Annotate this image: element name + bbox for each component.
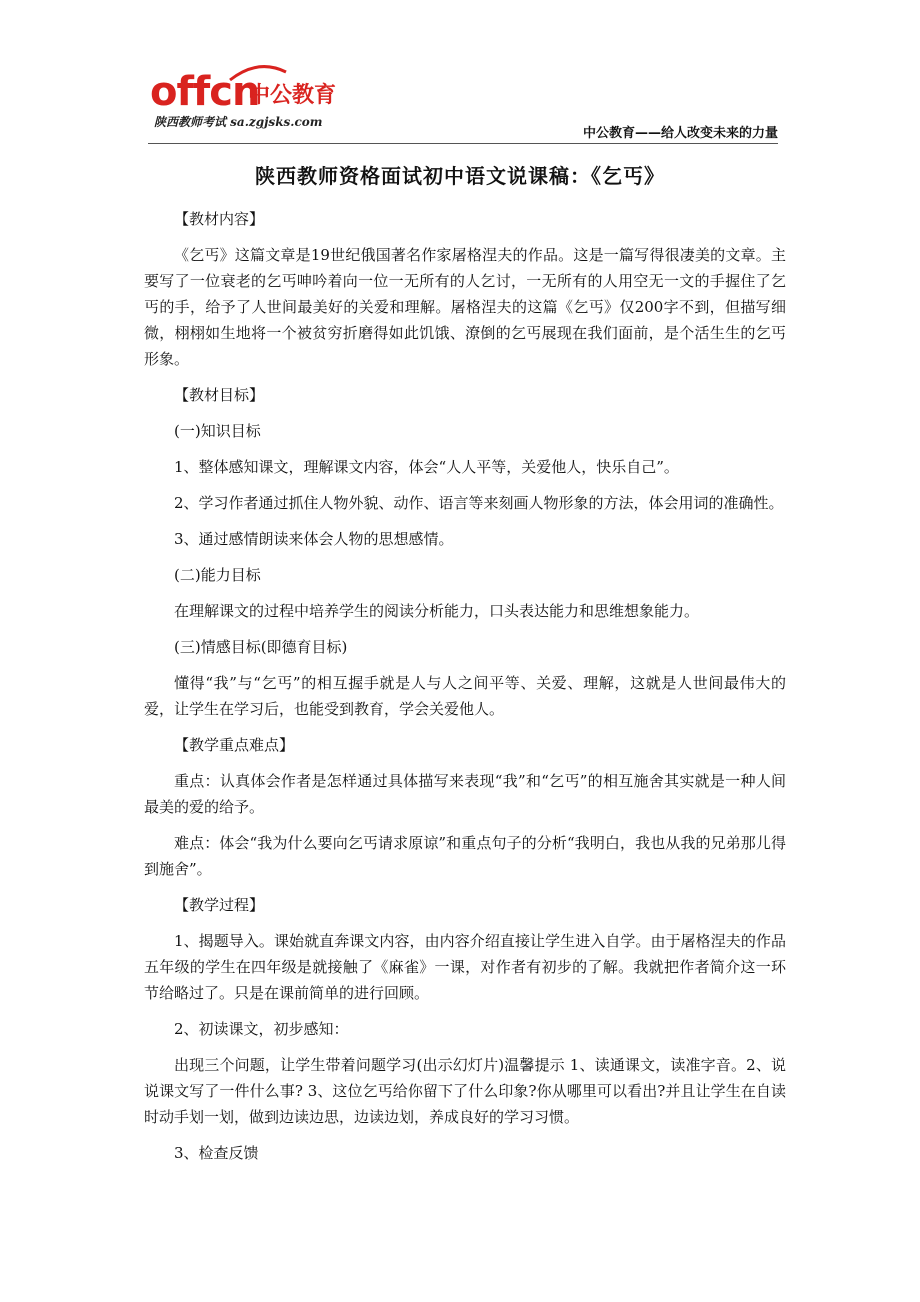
- paragraph: 难点：体会“我为什么要向乞丐请求原谅”和重点句子的分析“我明白，我也从我的兄弟那儿得到施舍”。: [144, 834, 786, 878]
- paragraph: 重点：认真体会作者是怎样通过具体描写来表现“我”和“乞丐”的相互施舍其实就是一种人间最美的爱的给予。: [144, 772, 786, 816]
- section-heading: 【教学重点难点】: [174, 736, 295, 754]
- section-heading: 【教材内容】: [174, 210, 265, 228]
- paragraph: 2、初读课文，初步感知：: [174, 1020, 349, 1038]
- section-heading: 【教学过程】: [174, 896, 265, 914]
- logo-wordmark: offcn: [150, 69, 260, 115]
- paragraph: 《乞丐》这篇文章是19世纪俄国著名作家屠格涅夫的作品。这是一篇写得很凄美的文章。主要写了一位衰老的乞丐呻吟着向一位一无所有的人乞讨，一无所有的人用空无一文的手握住了乞丐的手，给予了人世间最美好的关爱和理解。屠格涅夫的这篇《乞丐》仅200字不到，但描写细微，栩栩如生地将一个被贫穷折磨得如此饥饿、潦倒的乞丐展现在我们面前，是个活生生的乞丐形象。: [144, 246, 786, 368]
- header-divider: [148, 143, 778, 144]
- paragraph: 1、整体感知课文，理解课文内容，体会“人人平等，关爱他人，快乐自己”。: [174, 458, 679, 476]
- document-header: [0, 0, 920, 145]
- paragraph: 懂得“我”与“乞丐”的相互握手就是人与人之间平等、关爱、理解，这就是人世间最伟大的爱，让学生在学习后，也能受到教育，学会关爱他人。: [144, 674, 786, 718]
- paragraph: 3、检查反馈: [174, 1144, 259, 1162]
- section-heading: 【教材目标】: [174, 386, 265, 404]
- logo-subtitle: 陕西教师考试 sa.zgjsks.com: [154, 115, 323, 129]
- paragraph: 1、揭题导入。课始就直奔课文内容，由内容介绍直接让学生进入自学。由于屠格涅夫的作品五年级的学生在四年级是就接触了《麻雀》一课，对作者有初步的了解。我就把作者简介这一环节给略过了。只是在课前简单的进行回顾。: [144, 932, 786, 1002]
- logo-chinese: 中公教育: [248, 83, 337, 108]
- paragraph: 3、通过感情朗读来体会人物的思想感情。: [174, 530, 454, 548]
- page-title: 陕西教师资格面试初中语文说课稿：《乞丐》: [255, 164, 665, 188]
- subheading: (一)知识目标: [174, 422, 261, 440]
- subheading: (二)能力目标: [174, 566, 261, 584]
- paragraph: 出现三个问题，让学生带着问题学习(出示幻灯片)温馨提示 1、读通课文，读准字音。2、说说课文写了一件什么事? 3、这位乞丐给你留下了什么印象?你从哪里可以看出?并且让学生在自读时动手划一划，做到边读边思，边读边划，养成良好的学习习惯。: [144, 1056, 786, 1126]
- subheading: (三)情感目标(即德育目标): [174, 638, 348, 656]
- header-slogan: 中公教育——给人改变未来的力量: [582, 126, 778, 141]
- paragraph: 2、学习作者通过抓住人物外貌、动作、语言等来刻画人物形象的方法，体会用词的准确性。: [174, 494, 784, 512]
- document-body: [144, 206, 786, 1176]
- paragraph: 在理解课文的过程中培养学生的阅读分析能力，口头表达能力和思维想象能力。: [174, 602, 700, 620]
